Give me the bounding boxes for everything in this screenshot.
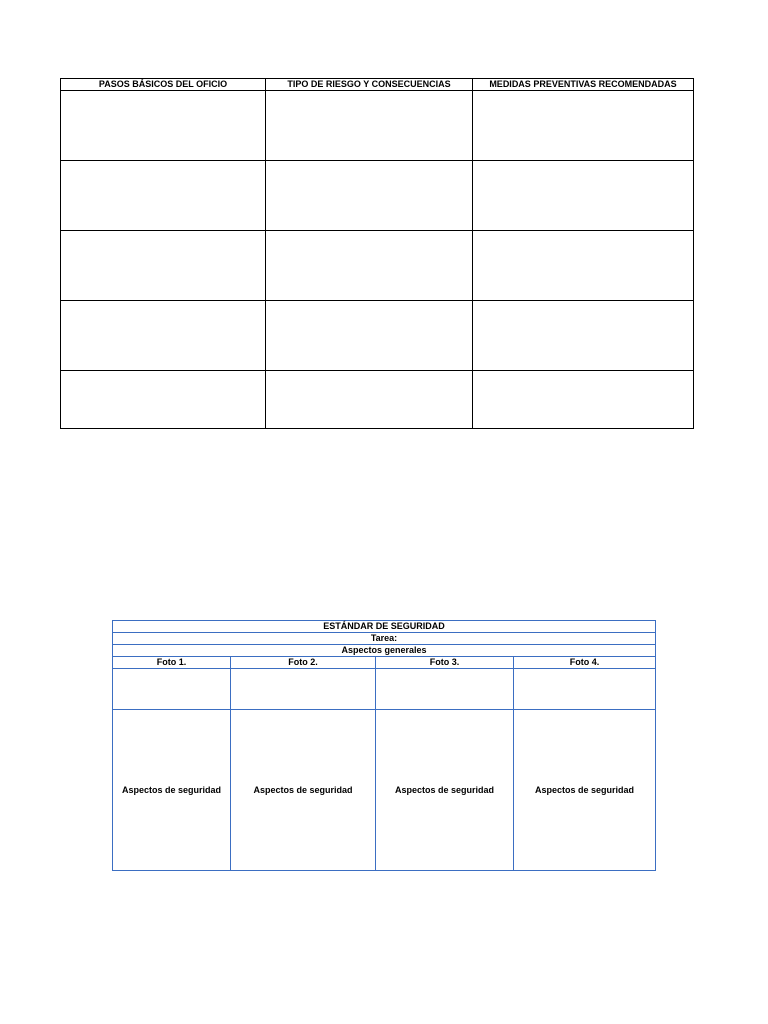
photo-header-row <box>113 657 656 669</box>
table-cell[interactable] <box>473 91 694 161</box>
header-basic-steps: PASOS BÁSICOS DEL OFICIO <box>61 79 266 91</box>
table-cell[interactable] <box>61 91 266 161</box>
table-row <box>61 231 694 301</box>
table-cell[interactable] <box>61 231 266 301</box>
table-cell[interactable] <box>266 161 473 231</box>
table-cell[interactable] <box>61 301 266 371</box>
table-cell[interactable] <box>266 91 473 161</box>
table-row <box>61 91 694 161</box>
table-cell[interactable] <box>473 231 694 301</box>
table-row <box>61 161 694 231</box>
safety-aspects-3: Aspectos de seguridad <box>376 710 514 871</box>
safety-aspects-4: Aspectos de seguridad <box>514 710 656 871</box>
photo-1-slot[interactable] <box>113 669 231 710</box>
table-row <box>61 301 694 371</box>
photo-3-header: Foto 3. <box>376 657 514 669</box>
general-aspects-row <box>113 645 656 657</box>
photo-2-slot[interactable] <box>231 669 376 710</box>
safety-standard-title: ESTÁNDAR DE SEGURIDAD <box>113 621 656 633</box>
safety-title-row <box>113 621 656 633</box>
table-cell[interactable] <box>473 161 694 231</box>
table-cell[interactable] <box>473 371 694 429</box>
safety-aspects-1: Aspectos de seguridad <box>113 710 231 871</box>
table-cell[interactable] <box>473 301 694 371</box>
table-cell[interactable] <box>61 371 266 429</box>
header-risk-type: TIPO DE RIESGO Y CONSECUENCIAS <box>266 79 473 91</box>
risk-table-header-row <box>61 79 694 91</box>
table-cell[interactable] <box>266 301 473 371</box>
task-row <box>113 633 656 645</box>
table-cell[interactable] <box>266 371 473 429</box>
header-preventive-measures: MEDIDAS PREVENTIVAS RECOMENDADAS <box>473 79 694 91</box>
safety-aspects-2: Aspectos de seguridad <box>231 710 376 871</box>
risk-assessment-table <box>60 78 694 429</box>
photo-4-slot[interactable] <box>514 669 656 710</box>
safety-standard-table <box>112 620 656 871</box>
table-cell[interactable] <box>266 231 473 301</box>
general-aspects-label: Aspectos generales <box>113 645 656 657</box>
photo-2-header: Foto 2. <box>231 657 376 669</box>
safety-aspects-row <box>113 710 656 871</box>
photo-4-header: Foto 4. <box>514 657 656 669</box>
photo-3-slot[interactable] <box>376 669 514 710</box>
table-row <box>61 371 694 429</box>
table-cell[interactable] <box>61 161 266 231</box>
photo-1-header: Foto 1. <box>113 657 231 669</box>
photo-row <box>113 669 656 710</box>
task-label[interactable]: Tarea: <box>113 633 656 645</box>
